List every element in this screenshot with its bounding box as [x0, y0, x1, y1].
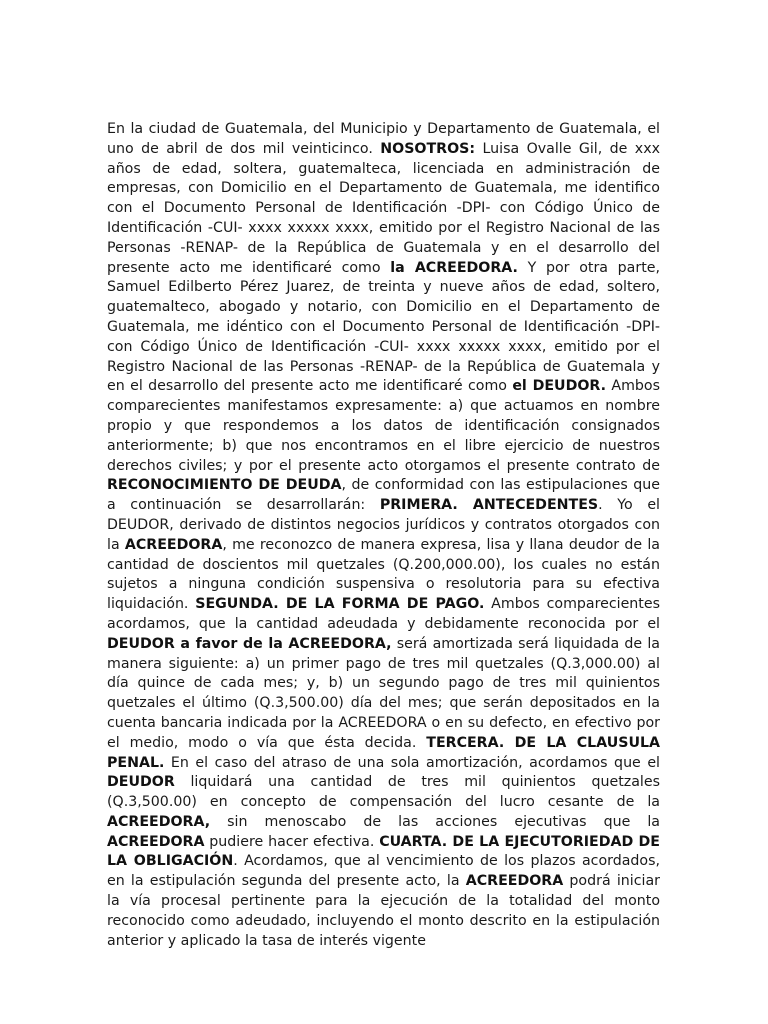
text-segment: Y por otra parte, Samuel Edilberto Pérez Juarez, de treinta y nueve años de edad, soltero, guatemalteco, abogado y notario, con Domicilio en el Departamento de Guatemala, me idéntico con el Documento Personal de Identificación -DPI- con Código Único de Identificación -CUI- xxxx xxxxx xxxx, emitido por el Registro Nacional de las Personas -RENAP- de la República de Guatemala y en el desarrollo del presente acto me identificaré como — [107, 259, 661, 395]
text-segment: En el caso del atraso de una sola amortización, acordamos que el — [164, 754, 660, 771]
text-segment: En la ciudad de Guatemala, del Municipio y Departamento de Guatemala, el uno de abril de dos mil veinticinco. — [107, 121, 660, 157]
text-segment: podrá iniciar la vía procesal pertinente para la ejecución de la totalidad del monto reconocido como adeudado, incluyendo el monto descrito en la estipulación anterior y aplicado la tasa de interés vigente — [107, 873, 660, 949]
bold-text-segment: RECONOCIMIENTO DE DEUDA — [107, 477, 342, 494]
bold-text-segment: CUARTA. DE LA EJECUTORIEDAD DE LA OBLIGACIÓN — [107, 833, 660, 870]
bold-text-segment: DEUDOR a favor de la ACREEDORA, — [107, 635, 392, 652]
text-segment: , me reconozco de manera expresa, lisa y llana deudor de la cantidad de doscientos mil quetzales (Q.200,000.00), los cuales no están sujetos a ninguna condición suspensiva o resolutoria para su efectiva liquidación. — [107, 536, 660, 613]
bold-text-segment: la ACREEDORA. — [390, 259, 518, 276]
text-segment: Luisa Ovalle Gil, de xxx años de edad, soltera, guatemalteca, licenciada en administración de empresas, con Domicilio en el Departamento de Guatemala, me identifico con el Documento Personal de Identificación -DPI- con Código Único de Identificación -CUI- xxxx xxxxx xxxx, emitido por el Registro Nacional de las Personas -RENAP- de la República de Guatemala y en el desarrollo del presente acto me identificaré como — [107, 140, 660, 276]
text-segment: pudiere hacer efectiva. — [204, 833, 380, 850]
bold-text-segment: SEGUNDA. DE LA FORMA DE PAGO. — [195, 596, 485, 613]
text-segment: será amortizada será liquidada de la manera siguiente: a) un primer pago de tres mil quetzales (Q.3,000.00) al día quince de cada mes; y, b) un segundo pago de tres mil quinientos quetzales el último (Q.3,500.00) día del mes; que serán depositados en la cuenta bancaria indicada por la ACREEDORA o en su defecto, en efectivo por el medio, modo o vía que ésta decida. — [107, 635, 660, 751]
bold-text-segment: el DEUDOR. — [512, 378, 606, 395]
bold-text-segment: ACREEDORA — [124, 536, 223, 553]
bold-text-segment: NOSOTROS: — [380, 140, 476, 157]
text-segment: liquidará una cantidad de tres mil quinientos quetzales (Q.3,500.00) en concepto de compensación del lucro cesante de la — [107, 774, 660, 811]
bold-text-segment: ACREEDORA — [465, 873, 564, 890]
bold-text-segment: DEUDOR — [107, 774, 175, 791]
bold-text-segment: TERCERA. DE LA CLAUSULA PENAL. — [107, 734, 660, 771]
text-segment: . Yo el DEUDOR, derivado de distintos negocios jurídicos y contratos otorgados con la — [107, 497, 660, 553]
text-segment: . Acordamos, que al vencimiento de los plazos acordados, en la estipulación segunda del presente acto, la — [107, 853, 661, 890]
bold-text-segment: PRIMERA. ANTECEDENTES — [379, 497, 599, 514]
text-segment: Ambos comparecientes acordamos, que la cantidad adeudada y debidamente reconocida por el — [107, 596, 660, 632]
bold-text-segment: ACREEDORA, — [107, 813, 211, 830]
text-segment: sin menoscabo de las acciones ejecutivas que la — [210, 813, 660, 830]
text-segment: , de conformidad con las estipulaciones que a continuación se desarrollarán: — [107, 477, 660, 514]
text-segment: Ambos comparecientes manifestamos expresamente: a) que actuamos en nombre propio y que respondemos a los datos de identificación consignados anteriormente; b) que nos encontramos en el libre ejercicio de nuestros derechos civiles; y por el presente acto otorgamos el presente contrato de — [107, 378, 660, 474]
contract-body-text — [107, 120, 660, 951]
bold-text-segment: ACREEDORA — [107, 833, 205, 850]
